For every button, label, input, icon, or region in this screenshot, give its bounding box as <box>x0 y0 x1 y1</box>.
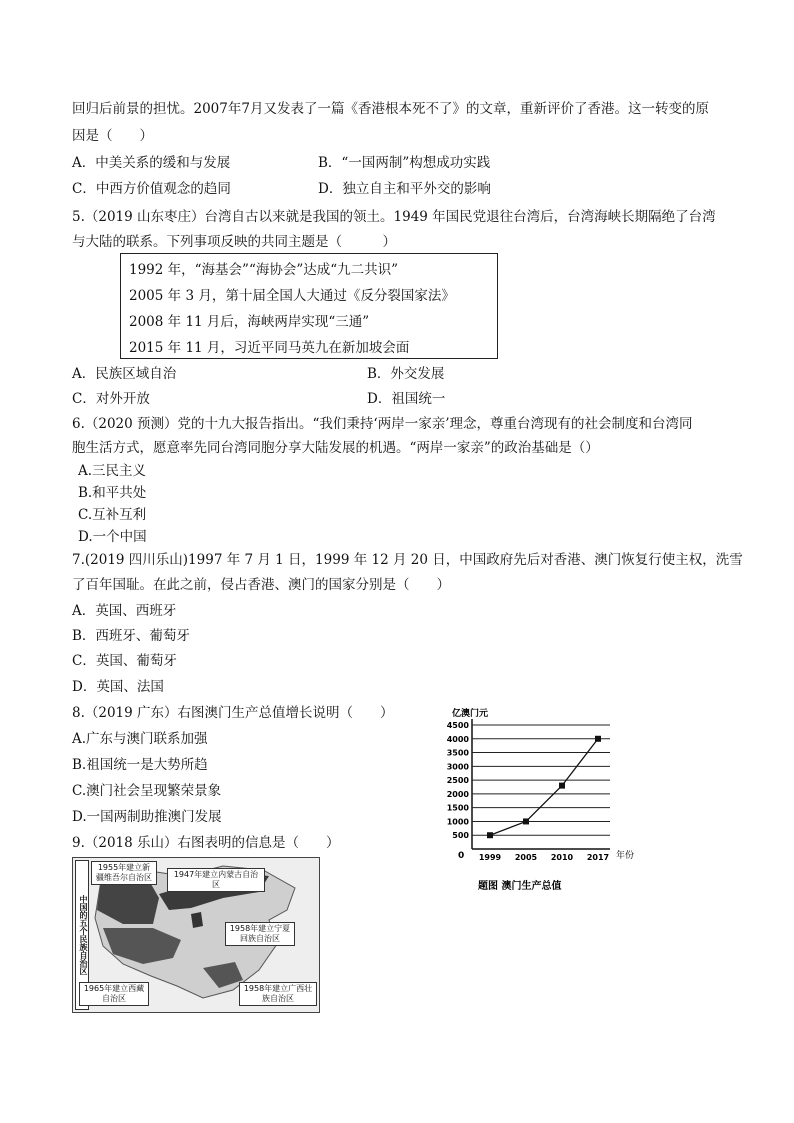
chart-point <box>523 818 529 824</box>
q5-line2: 与大陆的联系。下列事项反映的共同主题是（ ） <box>72 234 396 250</box>
q7-line1: 7.(2019 四川乐山)1997 年 7 月 1 日，1999 年 12 月 20 日，中国政府先后对香港、澳门恢复行使主权，洗雪 <box>72 552 743 568</box>
chart-origin-label: 0 <box>458 851 465 861</box>
q5-option-a: A．民族区域自治 <box>72 366 177 382</box>
chart-point <box>487 832 493 838</box>
q8-option-a: A.广东与澳门联系加强 <box>72 731 208 747</box>
q5-line1: 5.（2019 山东枣庄）台湾自古以来就是我国的领土。1949 年国民党退往台湾后，台湾海峡长期隔绝了台湾 <box>72 209 716 225</box>
map-label-guangxi: 1958年建立广西壮族自治区 <box>239 982 317 1006</box>
q4-line1: 回归后前景的担忧。2007年7月又发表了一篇《香港根本死不了》的文章，重新评价了香港。这一转变的原 <box>72 101 709 117</box>
q4-option-a: A．中美关系的缓和与发展 <box>72 155 231 171</box>
q8-line1: 8.（2019 广东）右图澳门生产总值增长说明（ ） <box>72 705 394 721</box>
q4-line2: 因是（ ） <box>72 128 153 144</box>
map-vertical-title: 中国的五个民族自治区 <box>75 860 89 1010</box>
q5-events-box <box>120 253 498 359</box>
chart-xtick-label: 1999 <box>478 853 502 862</box>
chart-ytick-label: 2000 <box>446 789 469 799</box>
chart-ytick-label: 4500 <box>446 721 469 730</box>
q6-option-d: D.一个中国 <box>78 529 147 545</box>
autonomous-regions-map <box>72 857 320 1013</box>
q5-event-4: 2015 年 11 月，习近平同马英九在新加坡会面 <box>129 340 410 356</box>
q7-line2: 了百年国耻。在此之前，侵占香港、澳门的国家分别是（ ） <box>72 577 450 593</box>
q7-option-c: C．英国、葡萄牙 <box>72 653 177 669</box>
map-label-xinjiang: 1955年建立新疆维吾尔自治区 <box>91 861 157 885</box>
q9-line1: 9.（2018 乐山）右图表明的信息是（ ） <box>72 835 340 851</box>
map-label-inner-mongolia: 1947年建立内蒙古自治区 <box>167 868 265 892</box>
q5-option-b: B．外交发展 <box>367 366 445 382</box>
q6-option-a: A.三民主义 <box>78 463 147 479</box>
q8-option-b: B.祖国统一是大势所趋 <box>72 757 208 773</box>
chart-point <box>595 736 601 742</box>
chart-ytick-label: 3000 <box>446 762 469 772</box>
q7-option-a: A．英国、西班牙 <box>72 603 177 619</box>
chart-xtick-label: 2017 <box>586 853 610 862</box>
q6-option-c: C.互补互利 <box>78 507 147 523</box>
q4-option-d: D．独立自主和平外交的影响 <box>318 181 491 197</box>
q6-line1: 6.（2020 预测）党的十九大报告指出。“我们秉持‘两岸一家亲’理念，尊重台湾现有的社会制度和台湾同 <box>72 416 693 432</box>
q6-line2: 胞生活方式，愿意率先同台湾同胞分享大陆发展的机遇。“两岸一家亲”的政治基础是（） <box>72 440 599 456</box>
chart-point <box>559 783 565 789</box>
q5-option-d: D．祖国统一 <box>367 391 446 407</box>
map-label-tibet: 1965年建立西藏自治区 <box>79 982 149 1006</box>
q4-option-c: C．中西方价值观念的趋同 <box>72 181 231 197</box>
chart-ytick-label: 500 <box>452 831 469 841</box>
q8-option-d: D.一国两制助推澳门发展 <box>72 809 222 825</box>
chart-ytick-label: 3500 <box>446 748 469 758</box>
q5-event-2: 2005 年 3 月，第十届全国人大通过《反分裂国家法》 <box>129 288 455 304</box>
chart-ylabel: 亿澳门元 <box>452 709 489 719</box>
q5-event-3: 2008 年 11 月后，海峡两岸实现“三通” <box>129 314 370 330</box>
chart-xtick-label: 2010 <box>550 853 574 862</box>
chart-ytick-label: 2500 <box>446 776 469 786</box>
chart-series-line <box>490 739 598 835</box>
chart-xlabel: 年份 <box>616 851 635 861</box>
chart-ytick-label: 4000 <box>446 734 469 744</box>
q5-option-c: C．对外开放 <box>72 391 150 407</box>
q5-event-1: 1992 年，“海基会”“海协会”达成“九二共识” <box>129 262 399 278</box>
q6-option-b: B.和平共处 <box>78 485 147 501</box>
chart-caption: 题图 澳门生产总值 <box>478 881 562 892</box>
q7-option-b: B．西班牙、葡萄牙 <box>72 628 190 644</box>
q8-option-c: C.澳门社会呈现繁荣景象 <box>72 783 222 799</box>
q4-option-b: B．“一国两制”构想成功实践 <box>318 155 491 171</box>
q7-option-d: D．英国、法国 <box>72 679 164 695</box>
map-label-ningxia: 1958年建立宁夏回族自治区 <box>225 922 295 946</box>
macau-gdp-chart <box>438 703 638 893</box>
chart-xtick-label: 2005 <box>514 853 538 862</box>
chart-ytick-label: 1000 <box>446 817 469 827</box>
chart-ytick-label: 1500 <box>446 803 469 813</box>
